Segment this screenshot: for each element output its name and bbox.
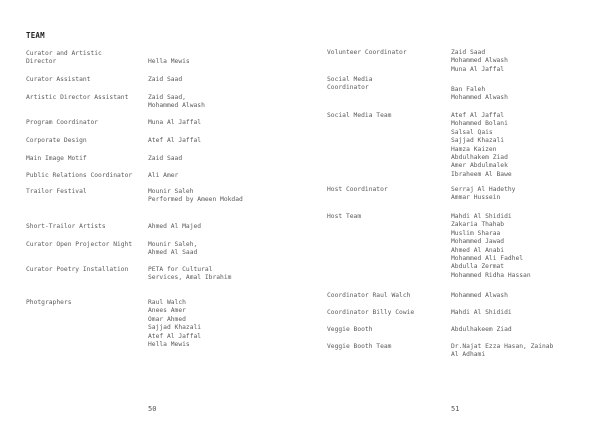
role-label: Program Coordinator <box>26 119 99 126</box>
role-label: Public Relations Coordinator <box>26 172 133 179</box>
role-label: Curator Assistant <box>26 76 91 83</box>
names-list: Dr.Najat Ezza Hasan, Zainab Al Adhami <box>451 343 554 359</box>
names-list: Ban Faleh Mohammed Alwash <box>451 86 508 102</box>
names-list: Serraj Al Hadethy Ammar Hussein <box>451 186 516 202</box>
role-label: Curator Open Projector Night <box>26 241 133 248</box>
names-list: Zaid Saad Mohammed Alwash Muna Al Jaffal <box>451 49 508 73</box>
role-label: Artistic Director Assistant <box>26 94 129 101</box>
names-list: Mahdi Al Shididi Zakaria Thahab Muslim Sharaa Mohammed Jawad Ahmed Al Anabi Mohammed Ali Fadhel Abdulla Zermat Mohammed Ridha Hassan <box>451 213 531 279</box>
role-label: Social Media Coordinator <box>327 76 373 92</box>
names-list: Mounir Saleh Performed by Ameen Mokdad <box>148 188 243 204</box>
role-label: Photgraphers <box>26 299 72 306</box>
names-list: Zaid Saad, Mohammed Alwash <box>148 94 205 110</box>
role-label: Social Media Team <box>327 112 392 119</box>
names-list: Raul Walch Anees Amer Omar Ahmed Sajjad Khazali Atef Al Jaffal Hella Mewis <box>148 299 202 349</box>
role-label: Curator and Artistic Director <box>26 50 102 66</box>
role-label: Coordinator Raul Walch <box>327 292 411 299</box>
right-page <box>300 0 600 425</box>
role-label: Trailor Festival <box>26 188 87 195</box>
names-list: Atef Al Jaffal <box>148 137 202 144</box>
names-list: Hella Mewis <box>148 58 190 66</box>
names-list: PETA for Cultural Services, Amal Ibrahim <box>148 266 232 282</box>
page-number: 51 <box>451 405 460 413</box>
names-list: Atef Al Jaffal Mohammed Bolani Salsal Qais Sajjad Khazali Hamza Kaizen Abdulhakem Ziad Amer Abdulmalek Ibraheem Al Bawe <box>451 112 512 178</box>
role-label: Corporate Design <box>26 137 87 144</box>
role-label: Host Coordinator <box>327 186 388 193</box>
role-label: Short-Trailor Artists <box>26 223 106 230</box>
names-list: Mahdi Al Shididi <box>451 309 512 316</box>
names-list: Mohammed Alwash <box>451 292 508 299</box>
page-number: 50 <box>148 405 157 413</box>
role-label: Veggie Booth Team <box>327 343 392 350</box>
role-label: Curator Poetry Installation <box>26 266 129 273</box>
role-label: Veggie Booth <box>327 326 373 333</box>
role-label: Host Team <box>327 213 362 220</box>
role-label: Main Image Motif <box>26 155 87 162</box>
names-list: Mounir Saleh, Ahmed Al Saad <box>148 241 198 257</box>
names-list: Ali Amer <box>148 172 179 179</box>
names-list: Zaid Saad <box>148 76 183 83</box>
names-list: Zaid Saad <box>148 155 183 162</box>
role-label: Coordinator Billy Cowie <box>327 309 415 316</box>
team-heading: TEAM <box>26 31 45 40</box>
role-label: Volunteer Coordinator <box>327 49 407 56</box>
names-list: Abdulhakeem Ziad <box>451 326 512 333</box>
names-list: Ahmed Al Majed <box>148 223 202 230</box>
names-list: Muna Al Jaffal <box>148 119 202 126</box>
